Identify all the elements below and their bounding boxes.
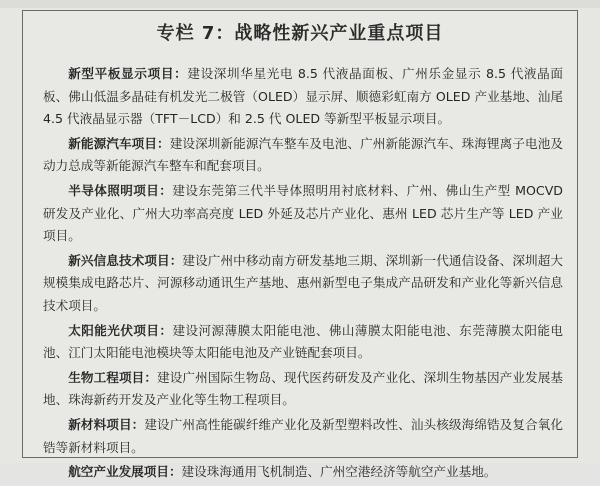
column-box [22, 10, 578, 480]
project-description: 建设广州中移动南方研发基地三期、深圳新一代通信设备、深圳超大规模集成电路芯片、河源移动通讯生产基地、惠州新型电子集成产品研发和产业化等新兴信息技术项目。 [43, 252, 564, 313]
project-description: 建设珠海通用飞机制造、广州空港经济等航空产业基地。 [181, 464, 497, 480]
project-label: 新型平板显示项目： [68, 66, 188, 81]
project-label: 新材料项目： [68, 416, 145, 432]
project-item-new-energy-vehicle [43, 133, 563, 178]
project-item-semiconductor-lighting [43, 180, 563, 248]
previous-page-bleed [0, 0, 600, 8]
project-description: 建设东莞第三代半导体照明用衬底材料、广州、佛山生产型 MOCVD 研发及产业化、广州大功率高亮度 LED 外延及芯片产业化、惠州 LED 芯片生产等 LED 产业项目。 [43, 182, 564, 244]
project-label: 半导体照明项目： [68, 182, 173, 198]
project-description: 建设广州国际生物岛、现代医药研发及产业化、深圳生物基因产业发展基地、珠海新药开发及产业化等生物工程项目。 [43, 369, 564, 408]
project-label: 新兴信息技术项目： [68, 252, 183, 268]
project-item-information-technology [43, 250, 563, 318]
project-item-bioengineering [43, 367, 563, 412]
project-item-aviation [43, 461, 563, 484]
project-label: 生物工程项目： [68, 369, 158, 385]
project-description: 建设广州高性能碳纤维产业化及新型塑料改性、汕头核级海绵锆及复合氧化锆等新材料项目。 [43, 416, 564, 455]
project-description: 建设深圳华星光电 8.5 代液晶面板、广州乐金显示 8.5 代液晶面板、佛山低温多晶硅有机发光二极管（OLED）显示屏、顺德彩虹南方 OLED 产业基地、汕尾 4.5 代液晶显示器（TFT－LCD）和 2.5 代 OLED 等新型平板显示项目。 [43, 66, 564, 127]
project-label: 新能源汽车项目： [68, 135, 170, 151]
project-item-flat-panel-display [43, 63, 563, 131]
project-list [43, 63, 563, 486]
project-item-new-materials [43, 414, 563, 459]
project-item-solar-photovoltaic [43, 320, 563, 365]
project-label: 太阳能光伏项目： [68, 322, 173, 338]
project-description: 建设深圳新能源汽车整车及电池、广州新能源汽车、珠海锂离子电池及动力总成等新能源汽车整车和配套项目。 [43, 135, 564, 174]
project-description: 建设河源薄膜太阳能电池、佛山薄膜太阳能电池、东莞薄膜太阳能电池、江门太阳能电池模块等太阳能电池及产业链配套项目。 [43, 322, 564, 361]
column-title: 专栏 7：战略性新兴产业重点项目 [156, 23, 444, 44]
project-label: 航空产业发展项目： [68, 464, 182, 480]
